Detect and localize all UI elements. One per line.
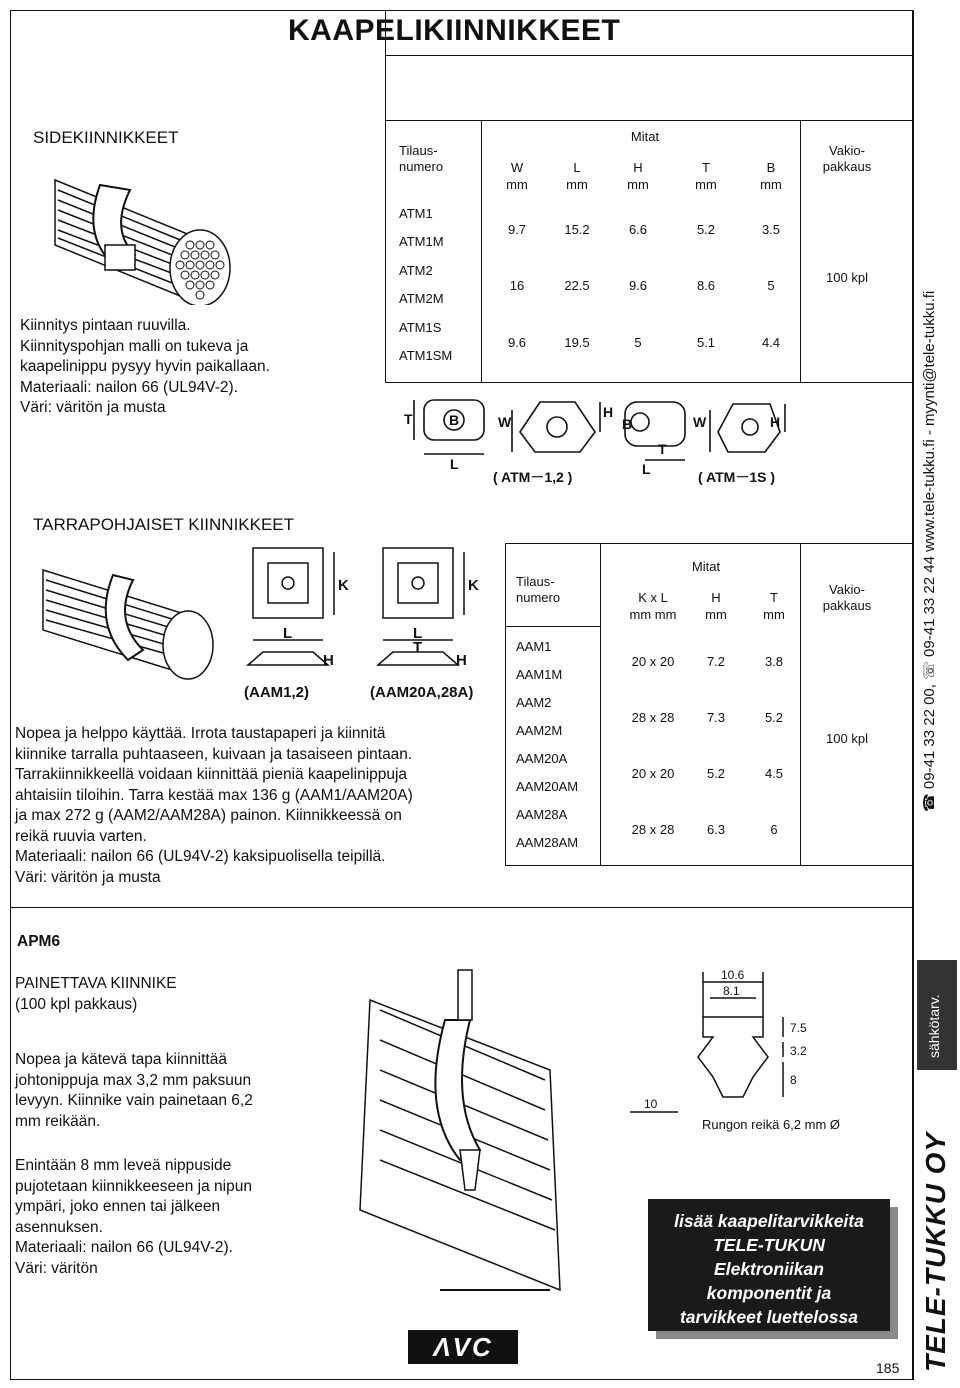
subtitle-line: (100 kpl pakkaus) xyxy=(15,995,138,1013)
description-line: Väri: väritön xyxy=(15,1259,98,1277)
caption-aam20a28a: (AAM20A,28A) xyxy=(370,684,474,701)
caption-atm12: ( ATM－1,2 ) xyxy=(493,469,573,485)
pack-value: 100 kpl xyxy=(826,270,868,285)
dim-label-l2: L xyxy=(413,625,423,642)
dim-label-l2: L xyxy=(642,461,651,477)
table-divider xyxy=(481,120,482,382)
description-line: Materiaali: nailon 66 (UL94V-2). xyxy=(20,378,238,396)
col-letter-kxl: K x L xyxy=(638,590,668,605)
description-line: Väri: väritön ja musta xyxy=(15,868,161,886)
promo-line: TELE-TUKUN xyxy=(713,1235,825,1255)
col-letter-t: T xyxy=(702,160,710,175)
col-unit: mm mm xyxy=(629,607,677,622)
description-line: kaapelinippu pysyy hyvin paikallaan. xyxy=(20,358,270,375)
push-mount-dimension-drawing xyxy=(618,962,868,1132)
cell-b: 4.4 xyxy=(761,335,781,350)
apm6-paragraph-1 xyxy=(15,1050,253,1132)
table-border-top xyxy=(385,120,481,121)
dimensions-header: Mitat xyxy=(630,129,660,144)
promo-line: Elektroniikan xyxy=(714,1259,824,1279)
order-code: AAM20A xyxy=(516,751,568,766)
cell-w: 16 xyxy=(509,278,525,293)
dim-label-w2: W xyxy=(693,414,707,430)
section-heading-sidekiinnikkeet: SIDEKIINNIKKEET xyxy=(33,128,179,147)
cell-t: 8.6 xyxy=(696,278,716,293)
table-border-left xyxy=(385,120,386,382)
title-underline xyxy=(385,55,913,56)
cell-kxl: 20 x 20 xyxy=(631,766,675,781)
dim-8-1: 8.1 xyxy=(723,984,740,998)
header-line: Tilaus- xyxy=(399,143,438,158)
order-code: ATM1SM xyxy=(399,348,453,363)
description-line: johtonippuja max 3,2 mm paksuun xyxy=(15,1071,252,1089)
promo-line: lisää kaapelitarvikkeita xyxy=(674,1211,864,1231)
description-line: Tarrakiinnikkeellä voidaan kiinnittää pieniä kaapelinippuja xyxy=(15,766,408,783)
header-divider xyxy=(385,10,386,120)
avc-logo: ΛVC xyxy=(408,1330,518,1364)
dim-label-b: B xyxy=(449,412,460,428)
order-code: AAM28A xyxy=(516,807,568,822)
cell-h: 9.6 xyxy=(628,278,648,293)
description-line: ja max 272 g (AAM2/AAM28A) painon. Kiinnikkeessä on xyxy=(15,807,402,824)
table-divider-pack xyxy=(800,543,801,865)
cell-kxl: 28 x 28 xyxy=(631,710,675,725)
cell-l: 19.5 xyxy=(564,335,590,350)
cell-h: 6.3 xyxy=(706,822,726,837)
subtitle-line: PAINETTAVA KIINNIKE xyxy=(15,975,177,992)
header-line: Vakio- xyxy=(829,582,865,597)
order-code: ATM1S xyxy=(399,320,442,335)
cell-h: 6.6 xyxy=(628,222,648,237)
col-unit: mm xyxy=(695,177,717,192)
cell-h: 7.3 xyxy=(706,710,726,725)
dim-label-b2: B xyxy=(622,416,633,432)
dim-label-k2: K xyxy=(468,577,479,594)
header-underline xyxy=(505,626,600,627)
description-line: Kiinnitys pintaan ruuvilla. xyxy=(20,317,191,334)
apm6-paragraph-2 xyxy=(15,1156,252,1279)
tele-tukku-logo: TELE-TUKKU OY xyxy=(920,1131,951,1372)
order-codes-atm xyxy=(399,206,452,376)
order-code: AAM1 xyxy=(516,639,552,654)
col-unit: mm xyxy=(566,177,588,192)
pack-header xyxy=(812,143,882,175)
col-letter-b: B xyxy=(766,160,776,175)
col-unit: mm xyxy=(705,607,727,622)
caption-aam12: (AAM1,2) xyxy=(244,684,310,701)
dim-label-w: W xyxy=(498,414,512,430)
description-line: Nopea ja helppo käyttää. Irrota taustapaperi ja kiinnitä xyxy=(15,725,386,742)
cell-t: 6 xyxy=(770,822,778,837)
caption-atm1s: ( ATM－1S ) xyxy=(698,469,775,485)
pack-value: 100 kpl xyxy=(826,731,868,746)
dim-3-2: 3.2 xyxy=(790,1044,807,1058)
sidebar-divider xyxy=(913,10,914,1380)
cell-w: 9.6 xyxy=(507,335,527,350)
order-number-header xyxy=(516,574,560,606)
description-line: Enintään 8 mm leveä nippuside xyxy=(15,1157,232,1174)
description-line: kiinnike tarralla puhtaaseen, kuivaan ja tasaiseen pintaan. xyxy=(15,745,413,763)
order-code: AAM1M xyxy=(516,667,563,682)
cell-kxl: 28 x 28 xyxy=(631,822,675,837)
description-line: levyyn. Kiinnike vain painetaan 6,2 xyxy=(15,1092,253,1109)
description-line: reikä ruuvia varten. xyxy=(15,827,147,845)
dim-label-h: H xyxy=(323,652,334,669)
adhesive-mount-illustration xyxy=(38,540,498,700)
cable-tie-illustration xyxy=(40,160,240,305)
dim-label-l: L xyxy=(283,625,293,642)
col-unit: mm xyxy=(763,607,785,622)
cell-l: 15.2 xyxy=(564,222,590,237)
table-border-left xyxy=(505,543,506,865)
apm6-subtitle xyxy=(15,974,177,1015)
dimensions-header: Mitat xyxy=(691,559,721,574)
cell-t: 5.1 xyxy=(696,335,716,350)
description-line: ympäri, joko ennen tai jälkeen xyxy=(15,1198,221,1215)
dim-label-h2: H xyxy=(456,652,467,669)
sidekiinnikkeet-description xyxy=(20,316,270,419)
description-line: Väri: väritön ja musta xyxy=(20,399,166,416)
order-code: AAM2M xyxy=(516,723,563,738)
description-line: Nopea ja kätevä tapa kiinnittää xyxy=(15,1051,227,1068)
dim-10: 10 xyxy=(644,1097,658,1111)
page-number: 185 xyxy=(876,1360,900,1376)
header-line: pakkaus xyxy=(822,159,872,174)
description-line: mm reikään. xyxy=(15,1112,101,1130)
table-divider xyxy=(600,543,601,865)
category-label: sähkötarv. xyxy=(926,994,942,1058)
cell-t: 5.2 xyxy=(764,710,784,725)
table-border-top-right xyxy=(481,120,913,121)
cell-l: 22.5 xyxy=(564,278,590,293)
table-divider-pack xyxy=(800,120,801,382)
order-code: ATM1M xyxy=(399,234,444,249)
promo-line: tarvikkeet luettelossa xyxy=(679,1307,858,1327)
col-unit: mm xyxy=(760,177,782,192)
pack-header xyxy=(812,582,882,614)
order-code: AAM28AM xyxy=(516,835,579,850)
contact-info: ☎ 09-41 33 22 00, ☏ 09-41 33 22 44 www.tele-tukku.fi - myynti@tele-tukku.fi xyxy=(921,290,938,812)
col-unit: mm xyxy=(627,177,649,192)
order-number-header xyxy=(399,143,443,175)
dim-label-l: L xyxy=(450,456,459,472)
cell-b: 5 xyxy=(767,278,775,293)
promo-box xyxy=(648,1199,890,1331)
col-letter-t: T xyxy=(770,590,778,605)
header-line: numero xyxy=(516,590,561,605)
promo-line: komponentit ja xyxy=(706,1283,832,1303)
col-letter-h: H xyxy=(711,590,721,605)
dim-8: 8 xyxy=(790,1073,797,1087)
description-line: ahtaisiin tiloihin. Tarra kestää max 136 g (AAM1/AAM20A) xyxy=(15,786,413,804)
dim-label-h: H xyxy=(603,404,614,420)
atm-dimension-drawings xyxy=(400,392,820,492)
order-codes-aam xyxy=(516,639,578,863)
table-border-bottom xyxy=(505,865,913,866)
dim-label-t2: T xyxy=(658,441,667,457)
tarrapohjaiset-description xyxy=(15,724,413,888)
order-code: ATM1 xyxy=(399,206,433,221)
col-letter-w: W xyxy=(510,160,524,175)
cell-t: 3.8 xyxy=(764,654,784,669)
section-heading-apm6: APM6 xyxy=(17,933,61,950)
header-line: Tilaus- xyxy=(516,574,555,589)
cell-b: 3.5 xyxy=(761,222,781,237)
table-border-top xyxy=(505,543,913,544)
dim-label-t2: T xyxy=(413,639,423,656)
order-code: ATM2 xyxy=(399,263,433,278)
description-line: pujotetaan kiinnikkeeseen ja nipun xyxy=(15,1177,252,1195)
order-code: ATM2M xyxy=(399,291,444,306)
description-line: Materiaali: nailon 66 (UL94V-2). xyxy=(15,1239,233,1256)
col-letter-h: H xyxy=(633,160,643,175)
order-code: AAM2 xyxy=(516,695,552,710)
cell-h: 5.2 xyxy=(706,766,726,781)
order-code: AAM20AM xyxy=(516,779,579,794)
table-border-bottom xyxy=(385,382,913,383)
description-line: asennuksen. xyxy=(15,1218,103,1236)
cell-h: 7.2 xyxy=(706,654,726,669)
dim-10-6: 10.6 xyxy=(721,968,745,982)
section-heading-tarrapohjaiset: TARRAPOHJAISET KIINNIKKEET xyxy=(33,515,295,534)
dim-label-k: K xyxy=(338,577,349,594)
cell-h: 5 xyxy=(634,335,642,350)
col-unit: mm xyxy=(506,177,528,192)
header-line: pakkaus xyxy=(822,598,872,613)
dim-7-5: 7.5 xyxy=(790,1021,807,1035)
section-divider xyxy=(10,907,913,908)
cell-t: 5.2 xyxy=(696,222,716,237)
header-line: numero xyxy=(399,159,444,174)
cell-t: 4.5 xyxy=(764,766,784,781)
cell-w: 9.7 xyxy=(507,222,527,237)
description-line: Materiaali: nailon 66 (UL94V-2) kaksipuolisella teipillä. xyxy=(15,848,386,865)
description-line: Kiinnityspohjan malli on tukeva ja xyxy=(20,337,249,355)
push-mount-illustration xyxy=(300,960,610,1330)
cell-kxl: 20 x 20 xyxy=(631,654,675,669)
page-title: KAAPELIKIINNIKKEET xyxy=(288,14,621,47)
dim-label-h2: H xyxy=(770,414,781,430)
header-line: Vakio- xyxy=(829,143,865,158)
hole-size-note: Rungon reikä 6,2 mm Ø xyxy=(702,1117,841,1132)
col-letter-l: L xyxy=(573,160,581,175)
dim-label-t: T xyxy=(404,411,413,427)
